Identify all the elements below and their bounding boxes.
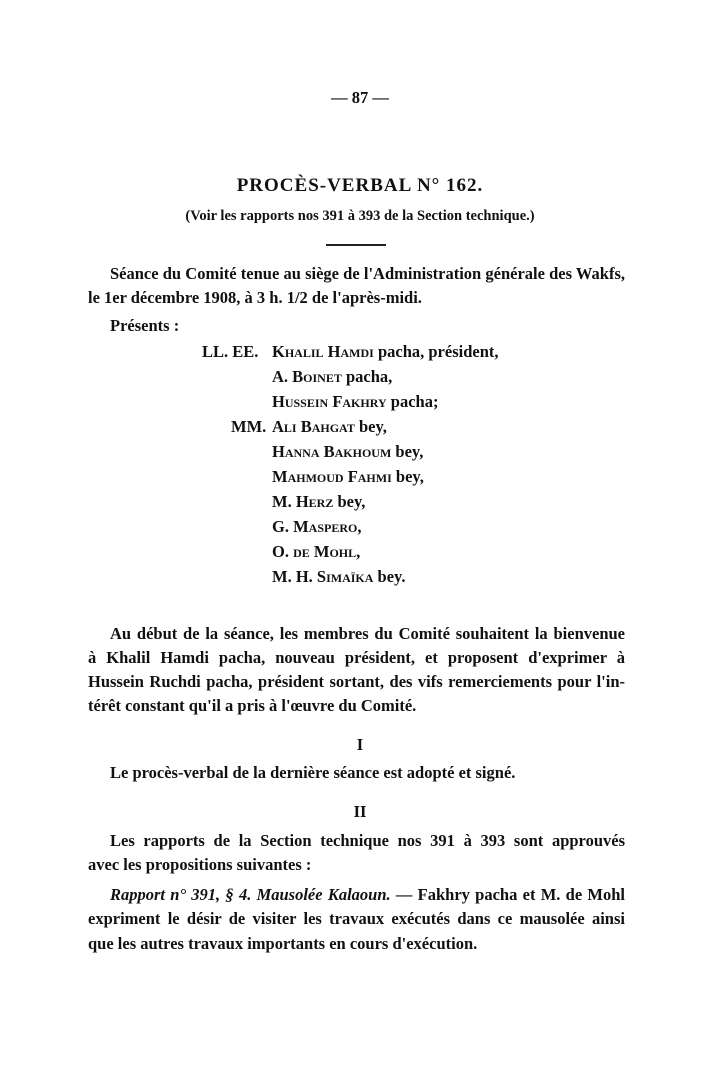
rapport-line-1 [110,885,625,905]
ll-ee-label: LL. EE. [202,342,259,361]
section-1-text: Le procès-verbal de la dernière séance est adopté et signé. [110,763,516,782]
member-item [272,392,438,412]
member-name: G. Maspero [272,517,358,536]
member-title: bey, [333,492,366,511]
page-title: PROCÈS-VERBAL N° 162. [236,175,484,196]
welcome-line-2: à Khalil Hamdi pacha, nouveau président, et proposent d'exprimer à [88,648,625,667]
member-name: Khalil Hamdi [272,342,374,361]
welcome-line-1: Au début de la séance, les membres du Comité souhaitent la bienvenue [110,624,625,643]
member-name: Hussein Fakhry [272,392,387,411]
section-2-heading: II [353,802,367,821]
section-1-heading: I [356,735,364,754]
member-item [272,517,361,537]
member-name: O. de Mohl [272,542,357,561]
page-number: — 87 — [331,88,389,107]
member-item [272,492,365,512]
member-title: bey, [354,417,387,436]
welcome-line-4: térêt constant qu'il a pris à l'œuvre du Comité. [88,696,417,715]
member-item [272,467,424,487]
member-name: Mahmoud Fahmi [272,467,392,486]
member-title: pacha, président, [373,342,499,361]
member-title: pacha, [341,367,393,386]
member-title: , [356,542,361,561]
rapport-line-3: que les autres travaux importants en cours d'exécution. [88,934,478,953]
member-item [272,367,392,387]
section-2-line-2: avec les propositions suivantes : [88,855,312,874]
member-name: Hanna Bakhoum [272,442,392,461]
intro-line-2: le 1er décembre 1908, à 3 h. 1/2 de l'après-midi. [88,288,422,307]
member-item [272,442,423,462]
member-title: pacha; [386,392,439,411]
member-title: bey, [391,467,424,486]
member-title: , [357,517,362,536]
mm-label: MM. [231,417,267,436]
member-title: bey, [391,442,424,461]
rapport-label: Rapport n° 391, § 4. Mausolée Kalaoun. [110,885,391,904]
member-name: M. Herz [272,492,334,511]
rapport-line-2: expriment le désir de visiter les travaux exécutés dans ce mausolée ainsi [88,909,625,928]
presents-label: Présents : [110,316,180,335]
section-2-line-1: Les rapports de la Section technique nos 391 à 393 sont approuvés [110,831,625,850]
member-item [272,542,360,562]
subtitle: (Voir les rapports nos 391 à 393 de la Section technique.) [185,208,535,224]
intro-line-1: Séance du Comité tenue au siège de l'Administration générale des Wakfs, [110,264,625,283]
divider [326,244,386,246]
welcome-line-3: Hussein Ruchdi pacha, président sortant, des vifs remerciements pour l'in- [88,672,625,691]
rapport-text-1: — Fakhry pacha et M. de Mohl [390,885,625,904]
member-item [272,342,499,362]
member-name: Ali Bahgat [272,417,355,436]
member-title: bey. [373,567,406,586]
member-name: A. Boinet [272,367,342,386]
member-item [272,417,387,437]
member-item [272,567,406,587]
member-name: M. H. Simaïka [272,567,374,586]
